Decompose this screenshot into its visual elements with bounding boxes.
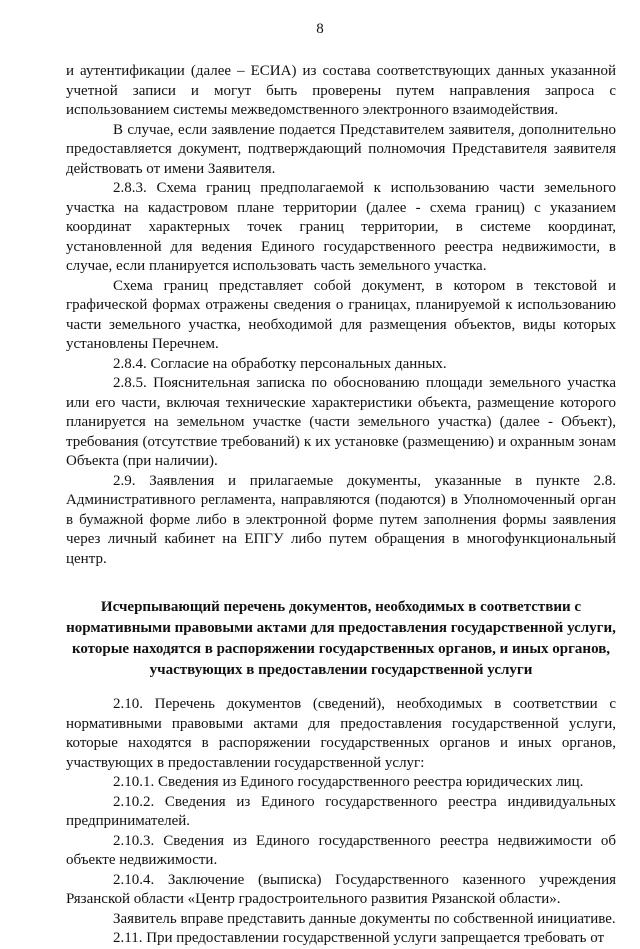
paragraph-2-8-3: 2.8.3. Схема границ предполагаемой к использованию части земельного участка на кадастровом плане территории (далее - схема границ) с указанием координат характерных точек границ территории, в системе координат, установленной для ведения Единого государственного реестра недвижимости, в случае, если планируется использовать часть земельного участка. — [66, 180, 616, 274]
paragraph-2-10: 2.10. Перечень документов (сведений), необходимых в соответствии с нормативными правовыми актами для предоставления государственной услуги, которые находятся в распоряжении государственных органов и иных органов, участвующих в предоставлении государственной услуг: — [66, 696, 616, 771]
paragraph-2-10-3: 2.10.3. Сведения из Единого государственного реестра недвижимости об объекте недвижимости. — [66, 832, 616, 868]
paragraph-2-10-4: 2.10.4. Заключение (выписка) Государственного казенного учреждения Рязанской области «Центр градостроительного развития Рязанской области». — [66, 871, 616, 907]
paragraph-2-10-1: 2.10.1. Сведения из Единого государственного реестра юридических лиц. — [113, 774, 584, 790]
section-heading: Исчерпывающий перечень документов, необходимых в соответствии с нормативными правовыми актами для предоставления государственной услуги, которые находятся в распоряжении государственных органов, и иных органов, участвующих в предоставлении государственной услуги — [66, 599, 616, 678]
paragraph-2-9: 2.9. Заявления и прилагаемые документы, указанные в пункте 2.8. Административного регламента, направляются (подаются) в Уполномоченный орган в бумажной форме либо в электронной форме путем заполнения формы заявления через личный кабинет на ЕПГУ либо путем обращения в многофункциональный центр. — [66, 472, 616, 567]
page-number: 8 — [316, 21, 324, 37]
document-body — [66, 62, 616, 949]
paragraph-esia-continuation: и аутентификации (далее – ЕСИА) из состава соответствующих данных указанной учетной записи и могут быть проверены путем направления запроса с использованием системы межведомственного электронного взаимодействия. — [66, 63, 616, 118]
paragraph-representative: В случае, если заявление подается Представителем заявителя, дополнительно предоставляется документ, подтверждающий полномочия Представителя заявителя действовать от имени Заявителя. — [66, 121, 616, 177]
paragraph-2-8-5: 2.8.5. Пояснительная записка по обоснованию площади земельного участка или его части, включая технические характеристики объекта, размещение которого планируется на земельном участке (части земельного участка) (далее - Объект), требования (отсутствие требований) к их установке (размещению) и охранным зонам Объекта (при наличии). — [66, 375, 616, 469]
paragraph-2-10-2: 2.10.2. Сведения из Единого государственного реестра индивидуальных предпринимателей. — [66, 793, 616, 829]
paragraph-own-initiative: Заявитель вправе представить данные документы по собственной инициативе. — [113, 910, 616, 927]
paragraph-boundary-scheme: Схема границ представляет собой документ, в котором в текстовой и графической формах отражены сведения о границах, планируемой к использованию части земельного участка, необходимой для размещения объектов, виды которых установлены Перечнем. — [66, 277, 616, 352]
paragraph-2-8-4: 2.8.4. Согласие на обработку персональных данных. — [113, 355, 447, 372]
paragraph-2-11: 2.11. При предоставлении государственной услуги запрещается требовать от — [113, 930, 605, 946]
